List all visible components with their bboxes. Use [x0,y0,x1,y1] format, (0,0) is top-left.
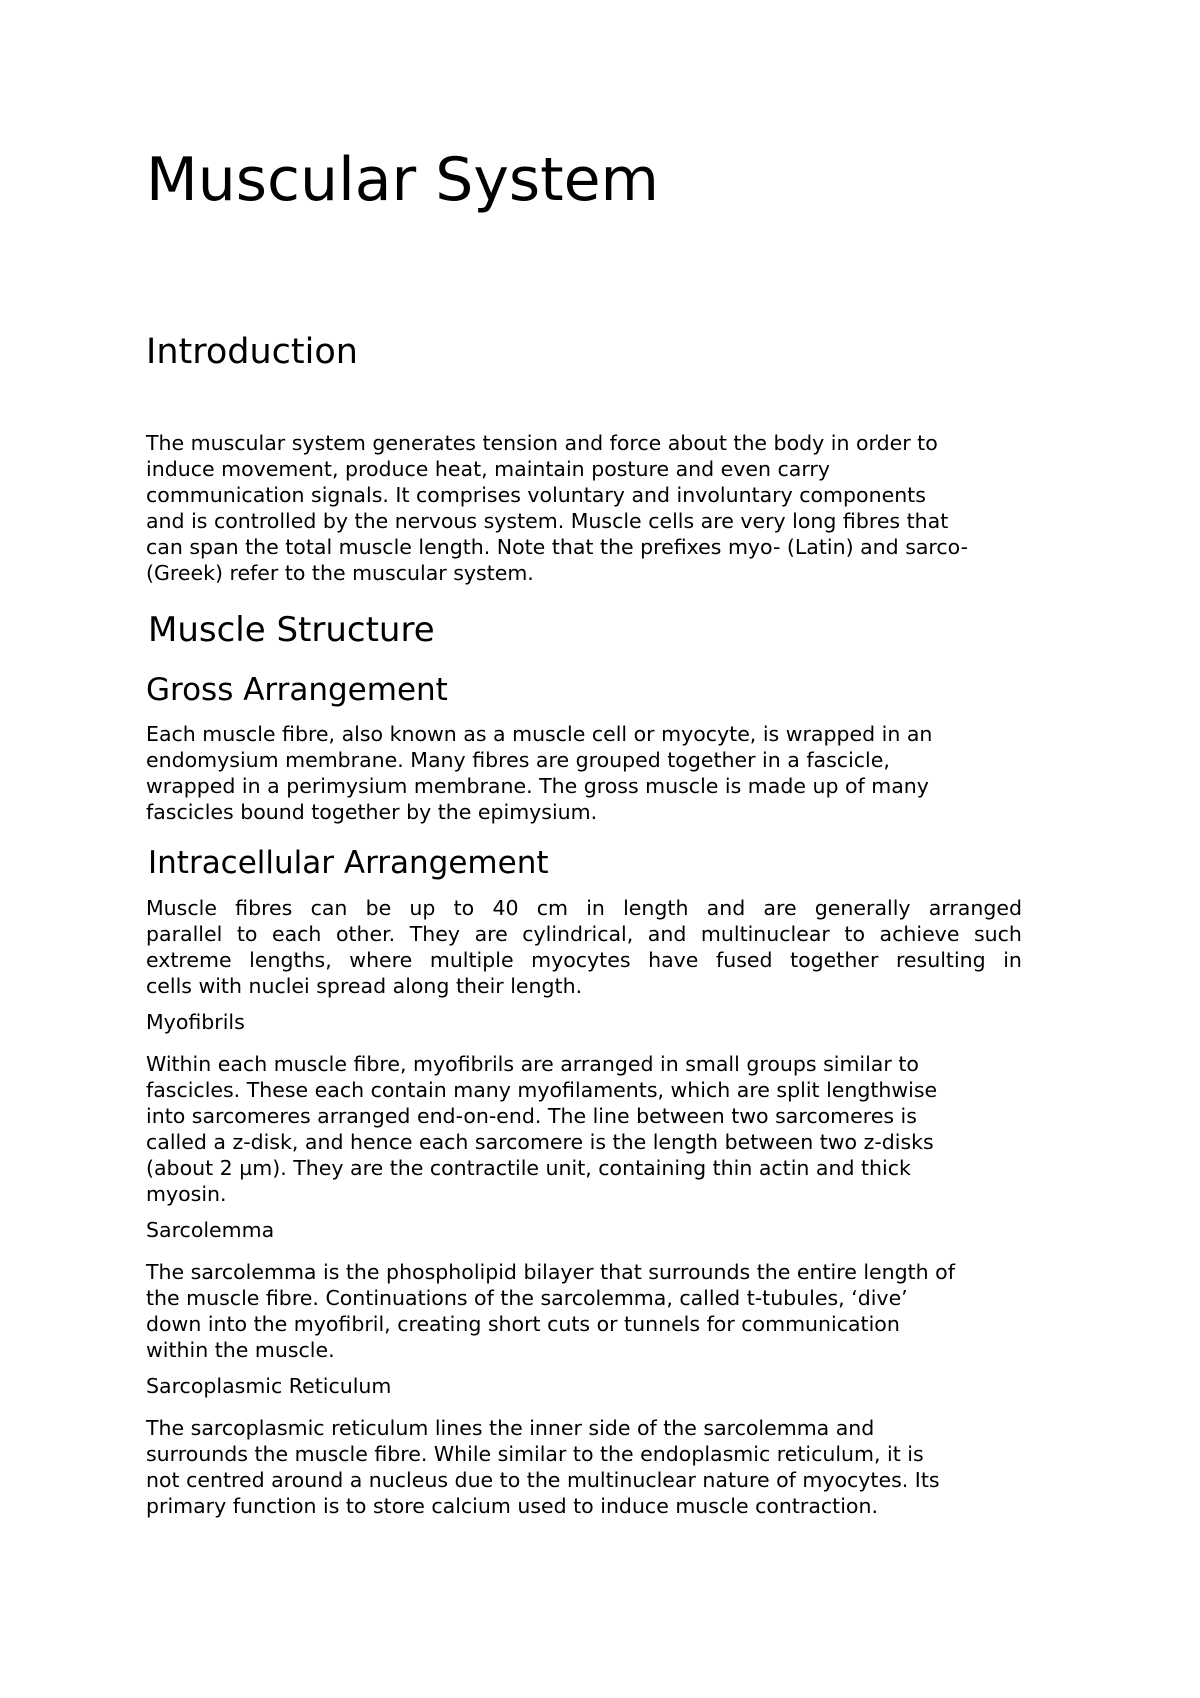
word: be [365,896,392,920]
intracellular-arrangement-heading: Intracellular Arrangement [148,845,549,881]
word: such [973,922,1022,946]
word: resulting [895,948,986,972]
text-line: and is controlled by the nervous system. Muscle cells are very long fibres that [146,509,949,533]
word: are [763,896,797,920]
word: together [790,948,879,972]
word: to [236,922,258,946]
word: in [1003,948,1022,972]
text-line: The sarcolemma is the phospholipid bilayer that surrounds the entire length of [146,1260,955,1284]
word: and [647,922,687,946]
text-line [146,947,1022,973]
word: and [706,896,746,920]
word: myocytes [531,948,631,972]
word: to [844,922,865,946]
word: multiple [429,948,514,972]
text-line: down into the myofibril, creating short cuts or tunnels for communication [146,1312,900,1336]
text-line: The sarcoplasmic reticulum lines the inner side of the sarcolemma and [146,1416,875,1440]
gross-arrangement-paragraph [146,721,1046,825]
text-line: within the muscle. [146,1338,335,1362]
text-line: the muscle fibre. Continuations of the sarcolemma, called t-tubules, ‘dive’ [146,1286,908,1310]
word: multinuclear [700,922,830,946]
word: in [586,896,605,920]
word: are [474,922,508,946]
word: cm [536,896,568,920]
text-line: myosin. [146,1182,227,1206]
sarcolemma-heading: Sarcolemma [146,1218,275,1242]
word: cylindrical, [522,922,634,946]
text-line: endomysium membrane. Many fibres are grouped together in a fascicle, [146,748,890,772]
word: can [310,896,348,920]
word: up [409,896,436,920]
word: generally [814,896,911,920]
text-line: Within each muscle fibre, myofibrils are arranged in small groups similar to [146,1052,919,1076]
word: arranged [928,896,1022,920]
text-line: cells with nuclei spread along their length. [146,974,583,998]
text-line: not centred around a nucleus due to the multinuclear nature of myocytes. Its [146,1468,940,1492]
word: Muscle [146,896,217,920]
text-line: (about 2 µm). They are the contractile unit, containing thin actin and thick [146,1156,911,1180]
word: fused [716,948,773,972]
text-line: (Greek) refer to the muscular system. [146,561,534,585]
text-line: surrounds the muscle fibre. While similar to the endoplasmic reticulum, it is [146,1442,924,1466]
text-line: into sarcomeres arranged end-on-end. The line between two sarcomeres is [146,1104,917,1128]
text-line: communication signals. It comprises voluntary and involuntary components [146,483,926,507]
word: each [271,922,322,946]
text-line: Each muscle fibre, also known as a muscle cell or myocyte, is wrapped in an [146,722,933,746]
word: other. [335,922,396,946]
document-title: Muscular System [146,145,659,215]
word: parallel [146,922,223,946]
text-line: The muscular system generates tension and force about the body in order to [146,431,938,455]
text-line: wrapped in a perimysium membrane. The gross muscle is made up of many [146,774,929,798]
word: achieve [879,922,960,946]
word: length [623,896,689,920]
word: to [453,896,475,920]
text-line [146,895,1022,921]
word: fibres [235,896,293,920]
word: extreme [146,948,232,972]
myofibrils-paragraph [146,1051,1046,1207]
gross-arrangement-heading: Gross Arrangement [146,672,448,708]
text-line: fascicles bound together by the epimysium. [146,800,598,824]
word: 40 [492,896,519,920]
text-line: can span the total muscle length. Note that the prefixes myo- (Latin) and sarco- [146,535,969,559]
sarcoplasmic-reticulum-heading: Sarcoplasmic Reticulum [146,1374,392,1398]
text-line: induce movement, produce heat, maintain posture and even carry [146,457,830,481]
text-line: fascicles. These each contain many myofilaments, which are split lengthwise [146,1078,938,1102]
muscle-structure-heading: Muscle Structure [148,610,435,650]
word: They [409,922,461,946]
word: lengths, [249,948,332,972]
word: have [648,948,699,972]
sarcolemma-paragraph [146,1259,1046,1363]
text-line: primary function is to store calcium used to induce muscle contraction. [146,1494,878,1518]
text-line [146,921,1022,947]
myofibrils-heading: Myofibrils [146,1010,245,1034]
introduction-paragraph [146,430,1046,586]
sarcoplasmic-reticulum-paragraph [146,1415,1046,1519]
text-line: called a z-disk, and hence each sarcomere is the length between two z-disks [146,1130,934,1154]
word: where [349,948,413,972]
intracellular-arrangement-paragraph [146,895,1046,999]
introduction-heading: Introduction [146,332,358,372]
